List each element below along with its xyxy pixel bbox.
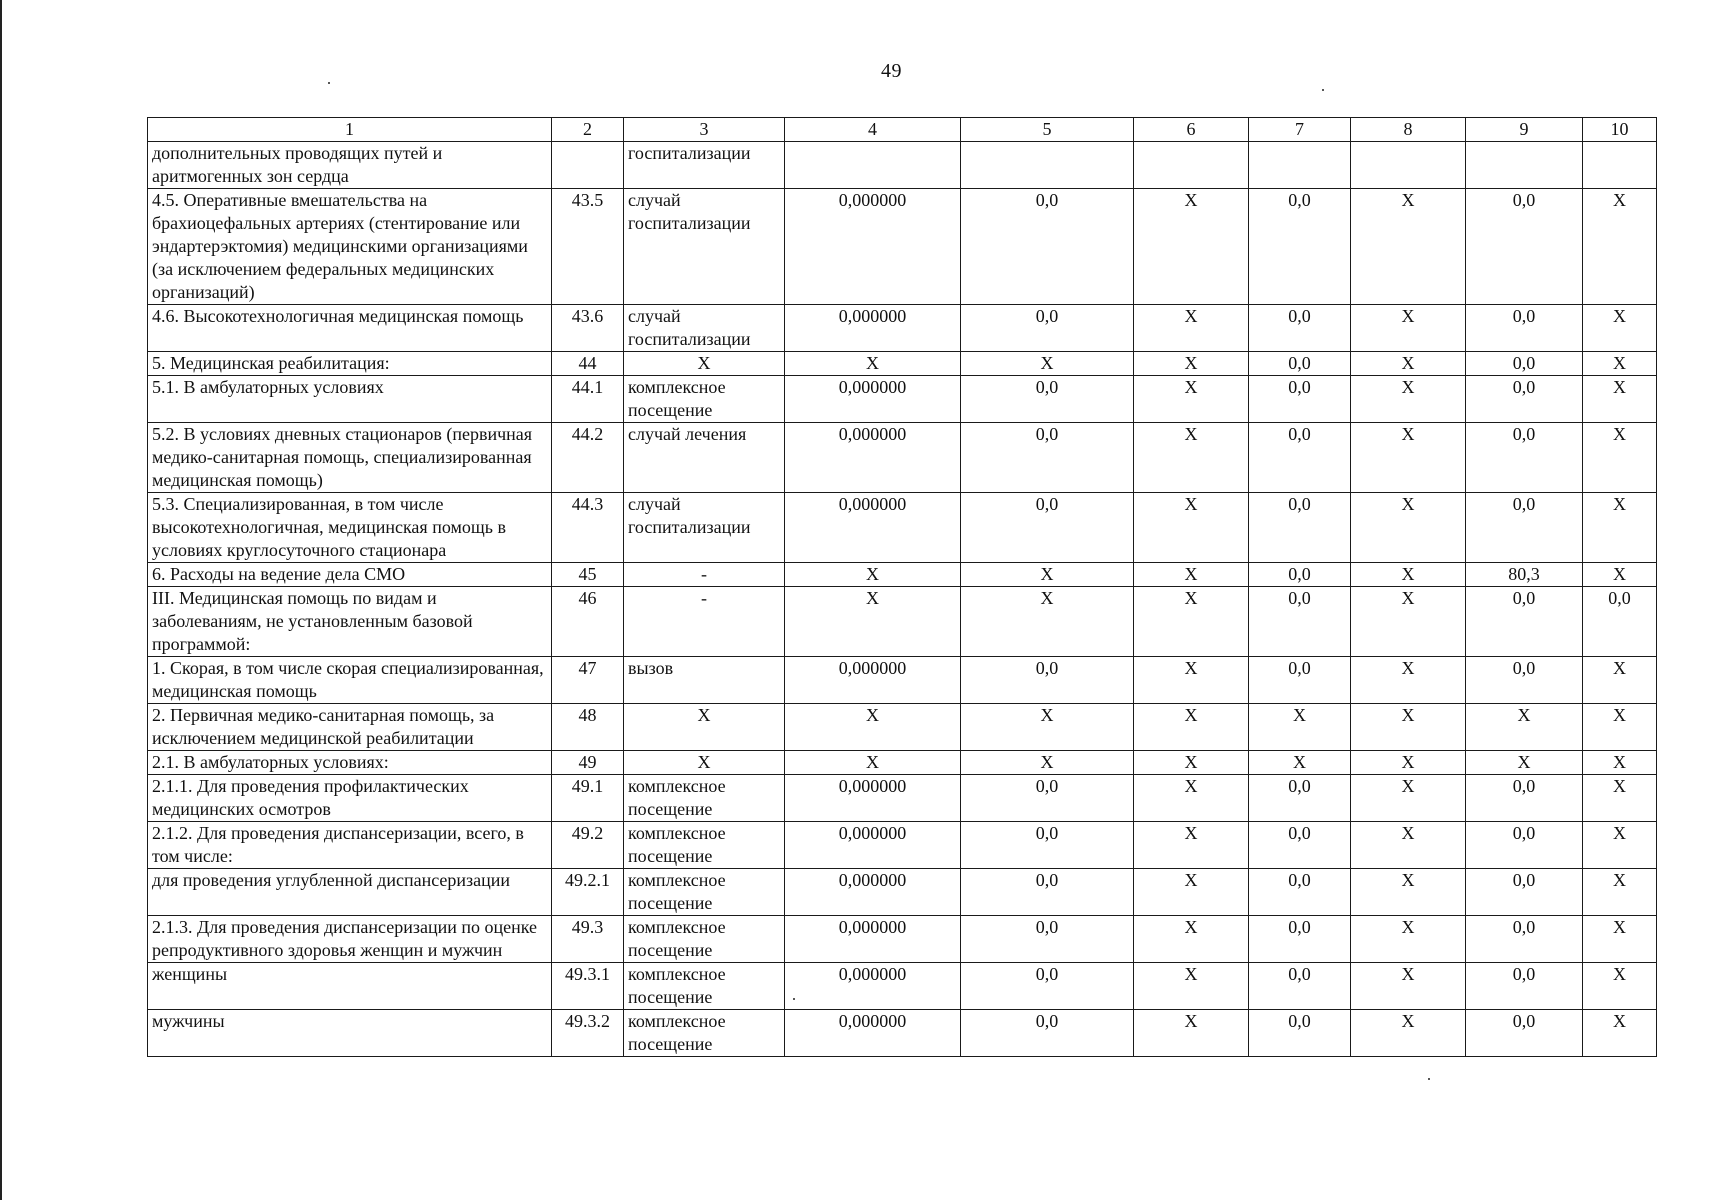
row-col9-cell: X	[1466, 751, 1583, 775]
row-unit-cell: комплексное посещение	[624, 376, 785, 423]
table-row	[148, 376, 1657, 423]
row-name-cell: 2.1.2. Для проведения диспансеризации, всего, в том числе:	[148, 822, 552, 869]
row-col7-cell: 0,0	[1249, 822, 1351, 869]
row-col10-cell: X	[1583, 305, 1657, 352]
row-col10-cell: X	[1583, 1010, 1657, 1057]
row-col6-cell: X	[1134, 587, 1249, 657]
row-name-cell: 6. Расходы на ведение дела СМО	[148, 563, 552, 587]
row-col4-cell: 0,000000	[785, 493, 961, 563]
row-col9-cell: 0,0	[1466, 376, 1583, 423]
row-col6-cell: X	[1134, 376, 1249, 423]
row-col7-cell: 0,0	[1249, 563, 1351, 587]
table-row	[148, 493, 1657, 563]
row-col7-cell: X	[1249, 704, 1351, 751]
row-col9-cell: 0,0	[1466, 775, 1583, 822]
row-col10-cell: X	[1583, 423, 1657, 493]
table-row	[148, 704, 1657, 751]
header-cell: 3	[624, 118, 785, 142]
row-col8-cell: X	[1351, 751, 1466, 775]
row-col8-cell: X	[1351, 352, 1466, 376]
row-code-cell: 49	[552, 751, 624, 775]
row-name-cell: женщины	[148, 963, 552, 1010]
row-col6-cell: X	[1134, 563, 1249, 587]
row-col9-cell: 0,0	[1466, 1010, 1583, 1057]
row-unit-cell: -	[624, 587, 785, 657]
row-name-cell: 4.6. Высокотехнологичная медицинская помощь	[148, 305, 552, 352]
row-unit-cell: X	[624, 352, 785, 376]
row-code-cell: 49.1	[552, 775, 624, 822]
row-col8-cell: X	[1351, 1010, 1466, 1057]
scan-speck	[1428, 1078, 1430, 1080]
table-row	[148, 352, 1657, 376]
row-name-cell: 1. Скорая, в том числе скорая специализированная, медицинская помощь	[148, 657, 552, 704]
row-col6-cell: X	[1134, 493, 1249, 563]
table-row	[148, 963, 1657, 1010]
data-table	[147, 117, 1657, 1057]
row-col8-cell: X	[1351, 775, 1466, 822]
row-col7-cell: 0,0	[1249, 493, 1351, 563]
row-col10-cell: 0,0	[1583, 587, 1657, 657]
row-col10-cell: X	[1583, 775, 1657, 822]
row-col8-cell	[1351, 142, 1466, 189]
row-col10-cell: X	[1583, 352, 1657, 376]
row-col7-cell: 0,0	[1249, 657, 1351, 704]
row-col10-cell: X	[1583, 869, 1657, 916]
row-code-cell: 44.1	[552, 376, 624, 423]
header-cell: 10	[1583, 118, 1657, 142]
row-col5-cell: 0,0	[961, 916, 1134, 963]
row-col7-cell: 0,0	[1249, 189, 1351, 305]
row-col6-cell: X	[1134, 305, 1249, 352]
row-col8-cell: X	[1351, 963, 1466, 1010]
row-col10-cell: X	[1583, 563, 1657, 587]
table-row	[148, 142, 1657, 189]
row-col4-cell	[785, 142, 961, 189]
row-col4-cell: 0,000000	[785, 869, 961, 916]
row-col6-cell: X	[1134, 963, 1249, 1010]
row-col6-cell: X	[1134, 775, 1249, 822]
row-unit-cell: X	[624, 751, 785, 775]
row-col6-cell: X	[1134, 822, 1249, 869]
table-row	[148, 423, 1657, 493]
row-code-cell: 49.2	[552, 822, 624, 869]
row-col4-cell: 0,000000	[785, 775, 961, 822]
row-code-cell: 47	[552, 657, 624, 704]
table-row	[148, 563, 1657, 587]
row-col9-cell: 0,0	[1466, 189, 1583, 305]
row-col7-cell: 0,0	[1249, 423, 1351, 493]
header-cell: 8	[1351, 118, 1466, 142]
row-col4-cell: 0,000000	[785, 657, 961, 704]
row-col8-cell: X	[1351, 423, 1466, 493]
row-col10-cell: X	[1583, 916, 1657, 963]
table-header-row	[148, 118, 1657, 142]
row-name-cell: 5.1. В амбулаторных условиях	[148, 376, 552, 423]
row-col9-cell: 0,0	[1466, 916, 1583, 963]
row-col6-cell: X	[1134, 352, 1249, 376]
page-left-edge	[0, 0, 2, 1200]
row-col7-cell: 0,0	[1249, 305, 1351, 352]
row-col8-cell: X	[1351, 305, 1466, 352]
row-col10-cell: X	[1583, 189, 1657, 305]
row-col9-cell: 0,0	[1466, 822, 1583, 869]
table-row	[148, 657, 1657, 704]
table-row	[148, 751, 1657, 775]
row-name-cell: мужчины	[148, 1010, 552, 1057]
row-col7-cell: 0,0	[1249, 376, 1351, 423]
row-name-cell: 5.2. В условиях дневных стационаров (первичная медико-санитарная помощь, специализированная медицинская помощь)	[148, 423, 552, 493]
row-col10-cell: X	[1583, 493, 1657, 563]
row-code-cell: 43.6	[552, 305, 624, 352]
row-unit-cell: случай лечения	[624, 423, 785, 493]
row-col7-cell: 0,0	[1249, 775, 1351, 822]
row-col9-cell: 0,0	[1466, 587, 1583, 657]
row-col6-cell: X	[1134, 869, 1249, 916]
row-col4-cell: 0,000000	[785, 305, 961, 352]
row-code-cell: 45	[552, 563, 624, 587]
row-col5-cell: 0,0	[961, 305, 1134, 352]
row-col6-cell: X	[1134, 189, 1249, 305]
row-unit-cell: комплексное посещение	[624, 822, 785, 869]
row-unit-cell: случай госпитализации	[624, 493, 785, 563]
row-code-cell: 48	[552, 704, 624, 751]
row-col9-cell: 0,0	[1466, 352, 1583, 376]
row-col10-cell: X	[1583, 963, 1657, 1010]
row-col9-cell: 80,3	[1466, 563, 1583, 587]
row-col5-cell	[961, 142, 1134, 189]
page-number: 49	[881, 60, 902, 82]
row-name-cell: 2. Первичная медико-санитарная помощь, за исключением медицинской реабилитации	[148, 704, 552, 751]
header-cell: 4	[785, 118, 961, 142]
table-row	[148, 305, 1657, 352]
row-col5-cell: 0,0	[961, 493, 1134, 563]
row-unit-cell: вызов	[624, 657, 785, 704]
row-unit-cell: госпитализации	[624, 142, 785, 189]
row-col9-cell: 0,0	[1466, 423, 1583, 493]
row-col6-cell	[1134, 142, 1249, 189]
row-col8-cell: X	[1351, 657, 1466, 704]
row-col8-cell: X	[1351, 704, 1466, 751]
row-code-cell: 44.2	[552, 423, 624, 493]
row-code-cell: 49.3.1	[552, 963, 624, 1010]
row-col5-cell: 0,0	[961, 657, 1134, 704]
row-col8-cell: X	[1351, 189, 1466, 305]
row-col7-cell: 0,0	[1249, 916, 1351, 963]
row-col4-cell: X	[785, 563, 961, 587]
row-code-cell: 44	[552, 352, 624, 376]
row-name-cell: для проведения углубленной диспансеризации	[148, 869, 552, 916]
row-col10-cell: X	[1583, 704, 1657, 751]
row-col10-cell: X	[1583, 376, 1657, 423]
row-col5-cell: X	[961, 704, 1134, 751]
row-col6-cell: X	[1134, 704, 1249, 751]
table-row	[148, 189, 1657, 305]
row-col9-cell: 0,0	[1466, 305, 1583, 352]
row-col9-cell: 0,0	[1466, 493, 1583, 563]
row-col8-cell: X	[1351, 376, 1466, 423]
row-code-cell: 43.5	[552, 189, 624, 305]
row-col8-cell: X	[1351, 563, 1466, 587]
scan-speck	[328, 82, 330, 84]
row-col7-cell: 0,0	[1249, 963, 1351, 1010]
table-row	[148, 916, 1657, 963]
row-col5-cell: X	[961, 563, 1134, 587]
table-row	[148, 775, 1657, 822]
row-unit-cell: случай госпитализации	[624, 189, 785, 305]
row-col10-cell: X	[1583, 822, 1657, 869]
row-name-cell: 2.1. В амбулаторных условиях:	[148, 751, 552, 775]
row-col4-cell: X	[785, 352, 961, 376]
row-col10-cell: X	[1583, 751, 1657, 775]
header-cell: 6	[1134, 118, 1249, 142]
row-col4-cell: 0,000000	[785, 1010, 961, 1057]
row-col5-cell: 0,0	[961, 822, 1134, 869]
row-col4-cell: X	[785, 587, 961, 657]
row-col4-cell: 0,000000	[785, 423, 961, 493]
row-col6-cell: X	[1134, 1010, 1249, 1057]
row-col9-cell: 0,0	[1466, 657, 1583, 704]
row-col5-cell: X	[961, 587, 1134, 657]
table-row	[148, 1010, 1657, 1057]
row-unit-cell: X	[624, 704, 785, 751]
row-col5-cell: 0,0	[961, 376, 1134, 423]
row-name-cell: 2.1.3. Для проведения диспансеризации по оценке репродуктивного здоровья женщин и мужчин	[148, 916, 552, 963]
row-col9-cell: X	[1466, 704, 1583, 751]
row-col4-cell: 0,000000	[785, 963, 961, 1010]
row-col5-cell: 0,0	[961, 775, 1134, 822]
row-col4-cell: 0,000000	[785, 822, 961, 869]
row-col5-cell: X	[961, 352, 1134, 376]
row-col5-cell: 0,0	[961, 189, 1134, 305]
row-col10-cell	[1583, 142, 1657, 189]
row-col6-cell: X	[1134, 916, 1249, 963]
row-col6-cell: X	[1134, 657, 1249, 704]
row-code-cell	[552, 142, 624, 189]
table-row	[148, 822, 1657, 869]
table-row	[148, 869, 1657, 916]
row-col5-cell: X	[961, 751, 1134, 775]
row-col6-cell: X	[1134, 423, 1249, 493]
row-col7-cell	[1249, 142, 1351, 189]
row-col8-cell: X	[1351, 869, 1466, 916]
row-col8-cell: X	[1351, 493, 1466, 563]
row-name-cell: III. Медицинская помощь по видам и заболеваниям, не установленным базовой программой:	[148, 587, 552, 657]
row-col4-cell: X	[785, 751, 961, 775]
table-row	[148, 587, 1657, 657]
row-col7-cell: 0,0	[1249, 587, 1351, 657]
row-col7-cell: 0,0	[1249, 1010, 1351, 1057]
row-col8-cell: X	[1351, 587, 1466, 657]
header-cell: 9	[1466, 118, 1583, 142]
row-name-cell: 5. Медицинская реабилитация:	[148, 352, 552, 376]
row-col6-cell: X	[1134, 751, 1249, 775]
row-name-cell: 4.5. Оперативные вмешательства на брахиоцефальных артериях (стентирование или эндартерэктомия) медицинскими организациями (за исключением федеральных медицинских организаций)	[148, 189, 552, 305]
row-col4-cell: 0,000000	[785, 916, 961, 963]
row-col5-cell: 0,0	[961, 963, 1134, 1010]
row-code-cell: 44.3	[552, 493, 624, 563]
row-name-cell: дополнительных проводящих путей и аритмогенных зон сердца	[148, 142, 552, 189]
header-cell: 1	[148, 118, 552, 142]
row-name-cell: 5.3. Специализированная, в том числе высокотехнологичная, медицинская помощь в условиях круглосуточного стационара	[148, 493, 552, 563]
row-col7-cell: 0,0	[1249, 352, 1351, 376]
row-name-cell: 2.1.1. Для проведения профилактических медицинских осмотров	[148, 775, 552, 822]
row-unit-cell: комплексное посещение	[624, 1010, 785, 1057]
row-col5-cell: 0,0	[961, 423, 1134, 493]
row-code-cell: 49.2.1	[552, 869, 624, 916]
row-col7-cell: X	[1249, 751, 1351, 775]
header-cell: 7	[1249, 118, 1351, 142]
row-unit-cell: комплексное посещение	[624, 775, 785, 822]
row-col5-cell: 0,0	[961, 1010, 1134, 1057]
row-code-cell: 46	[552, 587, 624, 657]
header-cell: 2	[552, 118, 624, 142]
row-col9-cell	[1466, 142, 1583, 189]
row-col8-cell: X	[1351, 822, 1466, 869]
row-unit-cell: комплексное посещение	[624, 963, 785, 1010]
row-unit-cell: случай госпитализации	[624, 305, 785, 352]
row-col5-cell: 0,0	[961, 869, 1134, 916]
row-col10-cell: X	[1583, 657, 1657, 704]
row-col4-cell: 0,000000	[785, 189, 961, 305]
row-unit-cell: комплексное посещение	[624, 916, 785, 963]
row-unit-cell: комплексное посещение	[624, 869, 785, 916]
row-code-cell: 49.3	[552, 916, 624, 963]
row-col9-cell: 0,0	[1466, 869, 1583, 916]
row-code-cell: 49.3.2	[552, 1010, 624, 1057]
row-col7-cell: 0,0	[1249, 869, 1351, 916]
row-col4-cell: X	[785, 704, 961, 751]
row-unit-cell: -	[624, 563, 785, 587]
header-cell: 5	[961, 118, 1134, 142]
row-col4-cell: 0,000000	[785, 376, 961, 423]
row-col9-cell: 0,0	[1466, 963, 1583, 1010]
scan-speck	[1322, 89, 1324, 91]
row-col8-cell: X	[1351, 916, 1466, 963]
